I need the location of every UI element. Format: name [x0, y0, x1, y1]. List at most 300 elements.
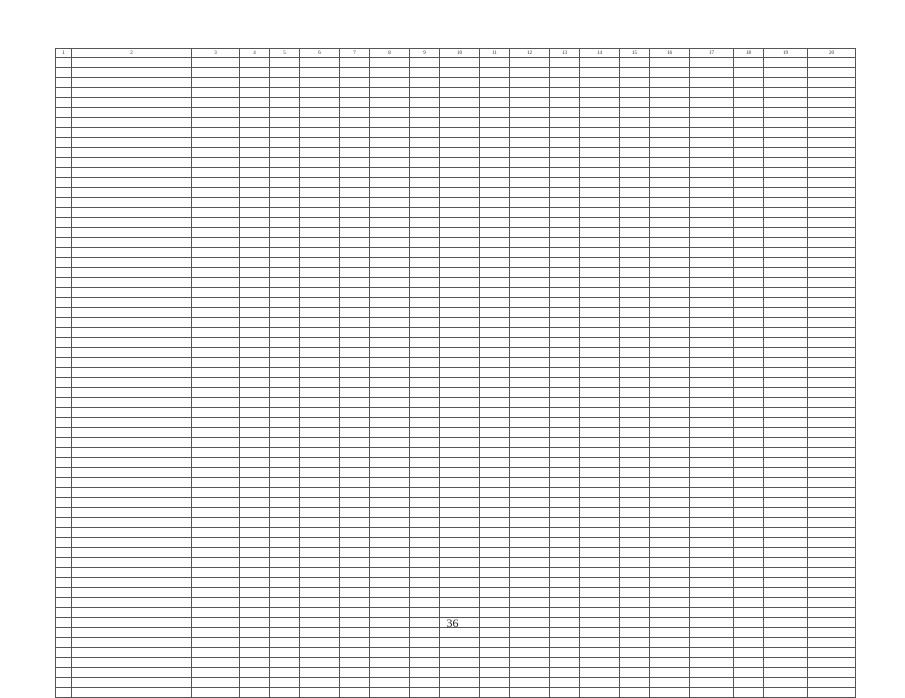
table-cell	[410, 508, 440, 518]
table-cell	[240, 488, 270, 498]
table-cell	[510, 328, 550, 338]
table-cell	[340, 338, 370, 348]
table-cell	[440, 398, 480, 408]
table-cell	[192, 598, 240, 608]
table-cell	[510, 458, 550, 468]
table-cell	[370, 438, 410, 448]
table-cell	[270, 368, 300, 378]
table-cell	[734, 428, 764, 438]
table-cell	[240, 58, 270, 68]
table-cell	[550, 358, 580, 368]
table-cell	[300, 268, 340, 278]
table-cell	[270, 508, 300, 518]
table-row	[56, 238, 856, 248]
table-cell	[808, 238, 856, 248]
table-cell	[300, 688, 340, 698]
table-cell	[440, 368, 480, 378]
table-cell	[440, 648, 480, 658]
table-cell	[192, 68, 240, 78]
table-cell	[240, 668, 270, 678]
table-cell	[410, 108, 440, 118]
table-cell	[410, 348, 440, 358]
table-cell	[620, 78, 650, 88]
table-cell	[650, 478, 690, 488]
table-cell	[72, 438, 192, 448]
table-cell	[440, 148, 480, 158]
table-cell	[580, 388, 620, 398]
table-cell	[734, 678, 764, 688]
table-cell	[440, 438, 480, 448]
table-cell	[650, 368, 690, 378]
table-cell	[300, 128, 340, 138]
table-cell	[808, 418, 856, 428]
table-cell	[410, 88, 440, 98]
table-cell	[734, 398, 764, 408]
table-cell	[764, 138, 808, 148]
table-cell	[300, 488, 340, 498]
table-cell	[192, 638, 240, 648]
table-row	[56, 158, 856, 168]
table-cell	[734, 648, 764, 658]
table-cell	[480, 218, 510, 228]
table-cell	[808, 68, 856, 78]
table-cell	[340, 218, 370, 228]
table-cell	[620, 178, 650, 188]
table-cell	[340, 208, 370, 218]
table-cell	[72, 198, 192, 208]
table-cell	[370, 108, 410, 118]
table-cell	[580, 78, 620, 88]
table-cell	[440, 158, 480, 168]
table-cell	[192, 658, 240, 668]
table-cell	[550, 108, 580, 118]
table-cell	[734, 468, 764, 478]
table-cell	[192, 678, 240, 688]
table-cell	[510, 268, 550, 278]
table-cell	[550, 118, 580, 128]
table-cell	[410, 288, 440, 298]
column-number: 18	[734, 49, 764, 58]
table-cell	[72, 508, 192, 518]
table-cell	[510, 688, 550, 698]
table-cell	[72, 388, 192, 398]
table-cell	[650, 228, 690, 238]
table-cell	[650, 528, 690, 538]
table-cell	[620, 268, 650, 278]
table-cell	[480, 188, 510, 198]
table-cell	[550, 408, 580, 418]
table-cell	[340, 658, 370, 668]
table-cell	[340, 118, 370, 128]
table-row	[56, 308, 856, 318]
table-cell	[808, 138, 856, 148]
table-cell	[410, 128, 440, 138]
table-cell	[690, 548, 734, 558]
table-cell	[240, 238, 270, 248]
table-cell	[270, 428, 300, 438]
table-row	[56, 348, 856, 358]
table-cell	[240, 358, 270, 368]
table-cell	[440, 458, 480, 468]
table-row	[56, 288, 856, 298]
table-cell	[370, 508, 410, 518]
table-cell	[764, 358, 808, 368]
table-cell	[550, 288, 580, 298]
table-cell	[440, 178, 480, 188]
table-cell	[620, 258, 650, 268]
table-cell	[650, 278, 690, 288]
table-cell	[410, 258, 440, 268]
table-cell	[734, 558, 764, 568]
table-cell	[764, 58, 808, 68]
table-cell	[510, 98, 550, 108]
table-cell	[300, 468, 340, 478]
table-cell	[270, 558, 300, 568]
table-cell	[764, 258, 808, 268]
table-row	[56, 448, 856, 458]
table-cell	[240, 98, 270, 108]
table-cell	[340, 668, 370, 678]
table-cell	[580, 658, 620, 668]
table-cell	[550, 128, 580, 138]
table-cell	[270, 198, 300, 208]
table-cell	[72, 588, 192, 598]
table-cell	[580, 598, 620, 608]
table-cell	[808, 378, 856, 388]
table-cell	[72, 208, 192, 218]
table-cell	[240, 448, 270, 458]
table-cell	[764, 368, 808, 378]
table-cell	[480, 248, 510, 258]
table-row	[56, 438, 856, 448]
table-cell	[808, 398, 856, 408]
table-cell	[56, 598, 72, 608]
table-cell	[340, 678, 370, 688]
table-cell	[72, 98, 192, 108]
table-cell	[410, 318, 440, 328]
table-cell	[56, 328, 72, 338]
table-cell	[690, 558, 734, 568]
table-cell	[734, 88, 764, 98]
table-cell	[440, 518, 480, 528]
table-cell	[808, 588, 856, 598]
table-cell	[550, 468, 580, 478]
table-cell	[410, 358, 440, 368]
table-cell	[72, 458, 192, 468]
table-cell	[690, 378, 734, 388]
table-cell	[340, 298, 370, 308]
table-cell	[620, 428, 650, 438]
table-cell	[580, 458, 620, 468]
table-cell	[510, 348, 550, 358]
table-cell	[240, 638, 270, 648]
table-row	[56, 568, 856, 578]
table-cell	[410, 68, 440, 78]
table-cell	[480, 88, 510, 98]
table-cell	[410, 168, 440, 178]
table-cell	[620, 488, 650, 498]
table-cell	[340, 528, 370, 538]
table-row	[56, 458, 856, 468]
column-number: 11	[480, 49, 510, 58]
table-cell	[192, 308, 240, 318]
table-cell	[808, 408, 856, 418]
table-cell	[510, 298, 550, 308]
table-cell	[510, 58, 550, 68]
table-cell	[72, 468, 192, 478]
table-cell	[734, 148, 764, 158]
table-cell	[480, 298, 510, 308]
table-cell	[550, 438, 580, 448]
table-cell	[370, 688, 410, 698]
table-cell	[192, 388, 240, 398]
table-cell	[580, 138, 620, 148]
table-cell	[808, 548, 856, 558]
table-cell	[764, 328, 808, 338]
table-cell	[410, 178, 440, 188]
table-cell	[440, 168, 480, 178]
table-cell	[270, 388, 300, 398]
table-cell	[620, 138, 650, 148]
table-row	[56, 418, 856, 428]
table-cell	[56, 418, 72, 428]
table-cell	[480, 458, 510, 468]
table-cell	[620, 458, 650, 468]
table-cell	[808, 318, 856, 328]
table-cell	[808, 298, 856, 308]
table-cell	[370, 128, 410, 138]
table-cell	[300, 548, 340, 558]
table-cell	[510, 668, 550, 678]
table-cell	[650, 158, 690, 168]
table-cell	[690, 538, 734, 548]
table-cell	[650, 268, 690, 278]
table-cell	[690, 268, 734, 278]
table-cell	[300, 448, 340, 458]
table-cell	[192, 418, 240, 428]
table-cell	[72, 158, 192, 168]
table-cell	[620, 398, 650, 408]
table-cell	[650, 78, 690, 88]
table-cell	[690, 178, 734, 188]
table-cell	[240, 298, 270, 308]
table-cell	[370, 318, 410, 328]
table-cell	[440, 678, 480, 688]
table-cell	[72, 108, 192, 118]
table-cell	[300, 88, 340, 98]
table-cell	[808, 118, 856, 128]
table-cell	[240, 178, 270, 188]
table-cell	[580, 398, 620, 408]
table-cell	[72, 478, 192, 488]
table-cell	[734, 108, 764, 118]
table-cell	[72, 258, 192, 268]
table-cell	[56, 318, 72, 328]
table-cell	[550, 448, 580, 458]
table-cell	[300, 348, 340, 358]
table-cell	[620, 348, 650, 358]
table-cell	[440, 638, 480, 648]
table-cell	[340, 158, 370, 168]
table-cell	[56, 288, 72, 298]
table-cell	[56, 438, 72, 448]
table-cell	[240, 198, 270, 208]
table-cell	[690, 448, 734, 458]
table-cell	[510, 78, 550, 88]
table-cell	[808, 538, 856, 548]
table-cell	[300, 148, 340, 158]
table-cell	[410, 488, 440, 498]
table-cell	[764, 388, 808, 398]
table-cell	[300, 678, 340, 688]
table-cell	[270, 418, 300, 428]
table-cell	[300, 498, 340, 508]
table-cell	[270, 448, 300, 458]
table-cell	[340, 538, 370, 548]
table-cell	[56, 98, 72, 108]
table-cell	[734, 288, 764, 298]
table-row	[56, 598, 856, 608]
table-row	[56, 488, 856, 498]
table-cell	[734, 118, 764, 128]
table-cell	[440, 58, 480, 68]
table-cell	[56, 478, 72, 488]
table-cell	[440, 218, 480, 228]
table-cell	[192, 588, 240, 598]
table-cell	[550, 328, 580, 338]
table-cell	[690, 408, 734, 418]
table-cell	[56, 148, 72, 158]
table-cell	[580, 588, 620, 598]
table-cell	[808, 328, 856, 338]
table-cell	[370, 88, 410, 98]
table-cell	[370, 68, 410, 78]
table-cell	[410, 408, 440, 418]
table-cell	[440, 278, 480, 288]
table-cell	[240, 538, 270, 548]
table-cell	[480, 558, 510, 568]
table-cell	[192, 428, 240, 438]
table-cell	[650, 668, 690, 678]
table-cell	[510, 428, 550, 438]
table-cell	[192, 478, 240, 488]
table-cell	[300, 58, 340, 68]
table-cell	[808, 638, 856, 648]
table-cell	[480, 588, 510, 598]
table-cell	[650, 448, 690, 458]
table-cell	[370, 248, 410, 258]
table-cell	[300, 178, 340, 188]
table-cell	[550, 388, 580, 398]
table-cell	[690, 88, 734, 98]
table-cell	[620, 558, 650, 568]
table-cell	[56, 638, 72, 648]
table-cell	[690, 198, 734, 208]
table-cell	[72, 528, 192, 538]
table-cell	[550, 518, 580, 528]
table-cell	[340, 398, 370, 408]
table-cell	[690, 568, 734, 578]
table-cell	[734, 178, 764, 188]
table-cell	[340, 258, 370, 268]
table-cell	[580, 288, 620, 298]
table-cell	[410, 598, 440, 608]
table-cell	[410, 398, 440, 408]
table-cell	[270, 328, 300, 338]
table-cell	[690, 648, 734, 658]
table-cell	[410, 478, 440, 488]
table-cell	[734, 228, 764, 238]
table-cell	[340, 368, 370, 378]
table-cell	[72, 78, 192, 88]
table-cell	[370, 308, 410, 318]
table-cell	[480, 468, 510, 478]
table-cell	[734, 498, 764, 508]
table-cell	[480, 108, 510, 118]
table-cell	[240, 508, 270, 518]
table-cell	[192, 288, 240, 298]
table-cell	[300, 428, 340, 438]
table-cell	[808, 448, 856, 458]
table-cell	[72, 538, 192, 548]
table-cell	[510, 318, 550, 328]
table-cell	[480, 78, 510, 88]
table-cell	[72, 308, 192, 318]
table-cell	[192, 438, 240, 448]
table-cell	[764, 98, 808, 108]
table-cell	[340, 168, 370, 178]
table-cell	[370, 458, 410, 468]
table-cell	[192, 78, 240, 88]
table-row	[56, 118, 856, 128]
table-cell	[410, 448, 440, 458]
table-cell	[480, 208, 510, 218]
table-cell	[300, 558, 340, 568]
table-cell	[56, 58, 72, 68]
table-cell	[734, 528, 764, 538]
table-cell	[620, 298, 650, 308]
table-cell	[764, 338, 808, 348]
table-cell	[550, 148, 580, 158]
table-cell	[690, 488, 734, 498]
table-cell	[72, 688, 192, 698]
table-cell	[650, 178, 690, 188]
table-cell	[580, 208, 620, 218]
table-cell	[550, 268, 580, 278]
table-cell	[734, 298, 764, 308]
table-cell	[650, 688, 690, 698]
table-cell	[192, 688, 240, 698]
table-cell	[650, 438, 690, 448]
table-cell	[690, 368, 734, 378]
table-cell	[480, 668, 510, 678]
table-cell	[440, 128, 480, 138]
table-cell	[550, 578, 580, 588]
table-cell	[270, 658, 300, 668]
table-cell	[510, 638, 550, 648]
table-cell	[550, 598, 580, 608]
table-cell	[340, 88, 370, 98]
table-cell	[620, 518, 650, 528]
table-cell	[510, 338, 550, 348]
table-cell	[410, 338, 440, 348]
table-cell	[690, 228, 734, 238]
table-cell	[56, 378, 72, 388]
table-cell	[550, 78, 580, 88]
table-cell	[56, 508, 72, 518]
table-cell	[650, 578, 690, 588]
table-cell	[690, 528, 734, 538]
